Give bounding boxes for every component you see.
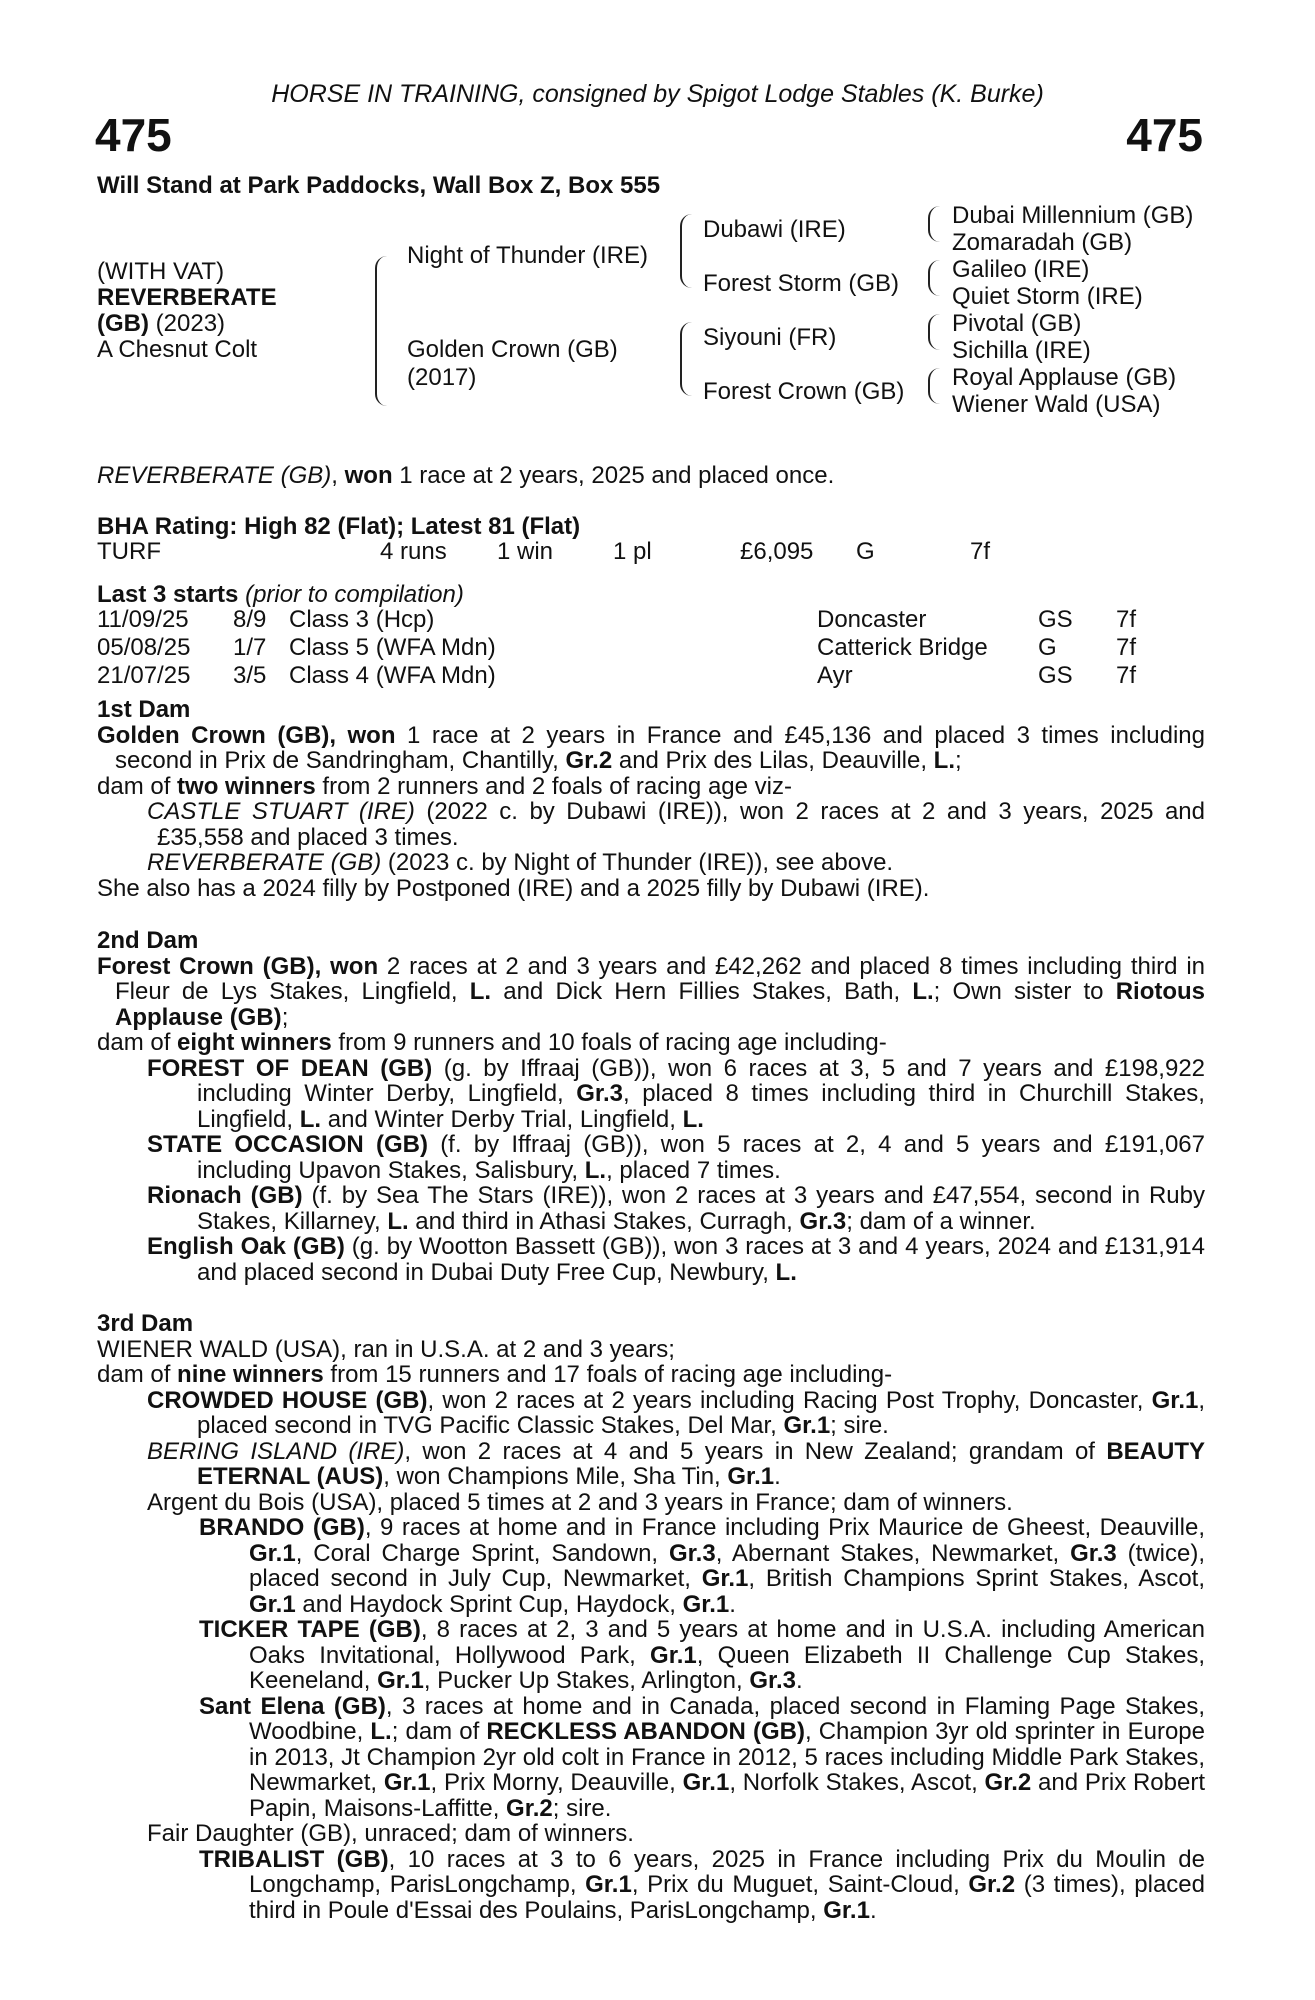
pedigree-sds: Galileo (IRE) (952, 256, 1090, 283)
third-dam-record: WIENER WALD (USA), ran in U.S.A. at 2 and 3 years; (97, 1335, 675, 1363)
third-dam-heading: 3rd Dam (97, 1310, 194, 1337)
pedigree-dsd: Sichilla (IRE) (952, 337, 1091, 364)
first-dam-foal-2: REVERBERATE (GB) (2023 c. by Night of Thunder (IRE)), see above. (147, 849, 894, 876)
third-dam-grandfoal-3: Sant Elena (GB), 3 races at home and in Canada, placed second in Flaming Page Stakes, Woodbine, L.; dam of RECKLESS ABANDON (GB), Champion 3yr old sprinter in Europe in 2013, Jt Champion 2yr old colt in France in 2012, 5 races including Middle Park Stakes, Newmarket, Gr.1, Prix Morny, Deauville, Gr.1, Norfolk Stakes, Ascot, Gr.2 and Prix Robert Papin, Maisons-Laffitte, Gr.2; sire. (199, 1692, 1206, 1822)
sire-brace (680, 214, 696, 288)
first-dam-section (97, 697, 1205, 901)
table-row: 21/07/25 3/5 Class 4 (WFA Mdn) Ayr GS 7f (97, 662, 1137, 689)
pedigree-sire: Night of Thunder (IRE) (407, 242, 648, 269)
second-dam-record: Forest Crown (GB), won 2 races at 2 and 3 years and £42,262 and placed 8 times including third in Fleur de Lys Stakes, Lingfield, L. and Dick Hern Fillies Stakes, Bath, L.; Own sister to Riotous Applause (GB); (97, 952, 1206, 1031)
pedigree-sss: Dubai Millennium (GB) (952, 202, 1194, 229)
rating-runs: 4 runs (380, 538, 447, 565)
lot-number-left: 475 (95, 109, 172, 161)
third-dam-grandfoal-2: TICKER TAPE (GB), 8 races at 2, 3 and 5 years at home and in U.S.A. including American Oaks Invitational, Hollywood Park, Gr.1, Queen Elizabeth II Challenge Cup Stakes, Keeneland, Gr.1, Pucker Up Stakes, Arlington, Gr.3. (199, 1616, 1206, 1694)
second-dam-foal-2: STATE OCCASION (GB) (f. by Iffraaj (GB)), won 5 races at 2, 4 and 5 years and £191,067 including Upavon Stakes, Salisbury, L., placed 7 times. (147, 1131, 1205, 1184)
ds-brace (928, 314, 944, 350)
rating-surface: TURF (97, 538, 161, 565)
bha-rating: BHA Rating: High 82 (Flat); Latest 81 (Flat) (97, 513, 581, 540)
pedigree-dam: Golden Crown (GB) (407, 336, 618, 363)
third-dam-produce: dam of nine winners from 15 runners and 17 foals of racing age including- (97, 1361, 893, 1388)
horse-name: REVERBERATE (97, 284, 277, 311)
third-dam-foal-1: CROWDED HOUSE (GB), won 2 races at 2 years including Racing Post Trophy, Doncaster, Gr.1, placed second in TVG Pacific Classic Stakes, Del Mar, Gr.1; sire. (147, 1386, 1206, 1439)
dam-brace (680, 322, 696, 396)
table-row: 05/08/25 1/7 Class 5 (WFA Mdn) Catterick Bridge G 7f (97, 634, 1137, 661)
consignor-header: HORSE IN TRAINING, consigned by Spigot Lodge Stables (K. Burke) (271, 80, 1044, 108)
rating-distance: 7f (970, 538, 991, 565)
third-dam-foal-4: Fair Daughter (GB), unraced; dam of winners. (147, 1820, 634, 1847)
rating-wins: 1 win (497, 538, 554, 565)
rating-earnings: £6,095 (740, 538, 814, 565)
rating-going: G (856, 538, 875, 565)
table-row: 11/09/25 8/9 Class 3 (Hcp) Doncaster GS 7f (97, 606, 1137, 633)
first-dam-extra: She also has a 2024 filly by Postponed (IRE) and a 2025 filly by Dubawi (IRE). (97, 874, 930, 902)
lot-number-right: 475 (1126, 109, 1203, 161)
sd-brace (928, 260, 944, 296)
third-dam-grandfoal-1: BRANDO (GB), 9 races at home and in France including Prix Maurice de Gheest, Deauville, Gr.1, Coral Charge Sprint, Sandown, Gr.3, Abernant Stakes, Newmarket, Gr.3 (twice), placed second in July Cup, Newmarket, Gr.1, British Champions Sprint Stakes, Ascot, Gr.1 and Haydock Sprint Cup, Haydock, Gr.1. (199, 1514, 1206, 1618)
pedigree-dss: Pivotal (GB) (952, 310, 1082, 337)
horse-description: A Chesnut Colt (97, 336, 258, 363)
second-dam-foal-4: English Oak (GB) (g. by Wootton Bassett (GB)), won 3 races at 3 and 4 years, 2024 and £131,914 and placed second in Dubai Duty Free Cup, Newbury, L. (147, 1233, 1205, 1286)
pedigree-ssd: Zomaradah (GB) (952, 229, 1133, 256)
pedigree-dds: Royal Applause (GB) (952, 364, 1177, 391)
pedigree-ds: Siyouni (FR) (703, 324, 837, 351)
race-summary: REVERBERATE (GB), won 1 race at 2 years, 2025 and placed once. (97, 462, 835, 489)
second-dam-section (97, 928, 1205, 1285)
third-dam-foal-3: Argent du Bois (USA), placed 5 times at 2 and 3 years in France; dam of winners. (147, 1488, 1013, 1516)
pedigree-sd: Forest Storm (GB) (703, 270, 900, 297)
second-dam-produce: dam of eight winners from 9 runners and 10 foals of racing age including- (97, 1029, 887, 1056)
third-dam-foal-2: BERING ISLAND (IRE), won 2 races at 4 and 5 years in New Zealand; grandam of BEAUTY ETERNAL (AUS), won Champions Mile, Sha Tin, Gr.1. (147, 1437, 1205, 1490)
second-dam-foal-3: Rionach (GB) (f. by Sea The Stars (IRE)), won 2 races at 3 years and £47,554, second in Ruby Stakes, Killarney, L. and third in Athasi Stakes, Curragh, Gr.3; dam of a winner. (147, 1182, 1206, 1235)
pedigree-main-brace (375, 256, 391, 406)
first-dam-foal-1: CASTLE STUART (IRE) (2022 c. by Dubawi (IRE)), won 2 races at 2 and 3 years, 2025 and £35,558 and placed 3 times. (147, 798, 1206, 851)
last-starts-title: Last 3 starts (prior to compilation) (97, 581, 464, 608)
third-dam-section (97, 1311, 1205, 1923)
pedigree-ss: Dubawi (IRE) (703, 216, 846, 243)
pedigree-ddd: Wiener Wald (USA) (952, 391, 1161, 418)
stand-location: Will Stand at Park Paddocks, Wall Box Z, Box 555 (97, 172, 661, 199)
last-starts-table (97, 606, 1136, 690)
rating-placed: 1 pl (613, 538, 652, 565)
second-dam-heading: 2nd Dam (97, 927, 199, 954)
pedigree-dd: Forest Crown (GB) (703, 378, 905, 405)
ss-brace (928, 206, 944, 242)
first-dam-produce: dam of two winners from 2 runners and 2 foals of racing age viz- (97, 772, 792, 800)
first-dam-heading: 1st Dam (97, 696, 191, 723)
second-dam-foal-1: FOREST OF DEAN (GB) (g. by Iffraaj (GB)), won 6 races at 3, 5 and 7 years and £198,922 including Winter Derby, Lingfield, Gr.3, placed 8 times including third in Churchill Stakes, Lingfield, L. and Winter Derby Trial, Lingfield, L. (147, 1054, 1206, 1133)
pedigree-dam-year: (2017) (407, 364, 477, 391)
horse-country-year: (GB) (2023) (97, 310, 226, 337)
first-dam-record: Golden Crown (GB), won 1 race at 2 years in France and £45,136 and placed 3 times including second in Prix de Sandringham, Chantilly, Gr.2 and Prix des Lilas, Deauville, L.; (97, 721, 1206, 774)
horse-vat: (WITH VAT) (97, 258, 225, 285)
dd-brace (928, 368, 944, 404)
pedigree-sdd: Quiet Storm (IRE) (952, 283, 1143, 310)
third-dam-grandfoal-4: TRIBALIST (GB), 10 races at 3 to 6 years, 2025 in France including Prix du Moulin de Longchamp, ParisLongchamp, Gr.1, Prix du Muguet, Saint-Cloud, Gr.2 (3 times), placed third in Poule d'Essai des Poulains, ParisLongchamp, Gr.1. (199, 1845, 1206, 1924)
